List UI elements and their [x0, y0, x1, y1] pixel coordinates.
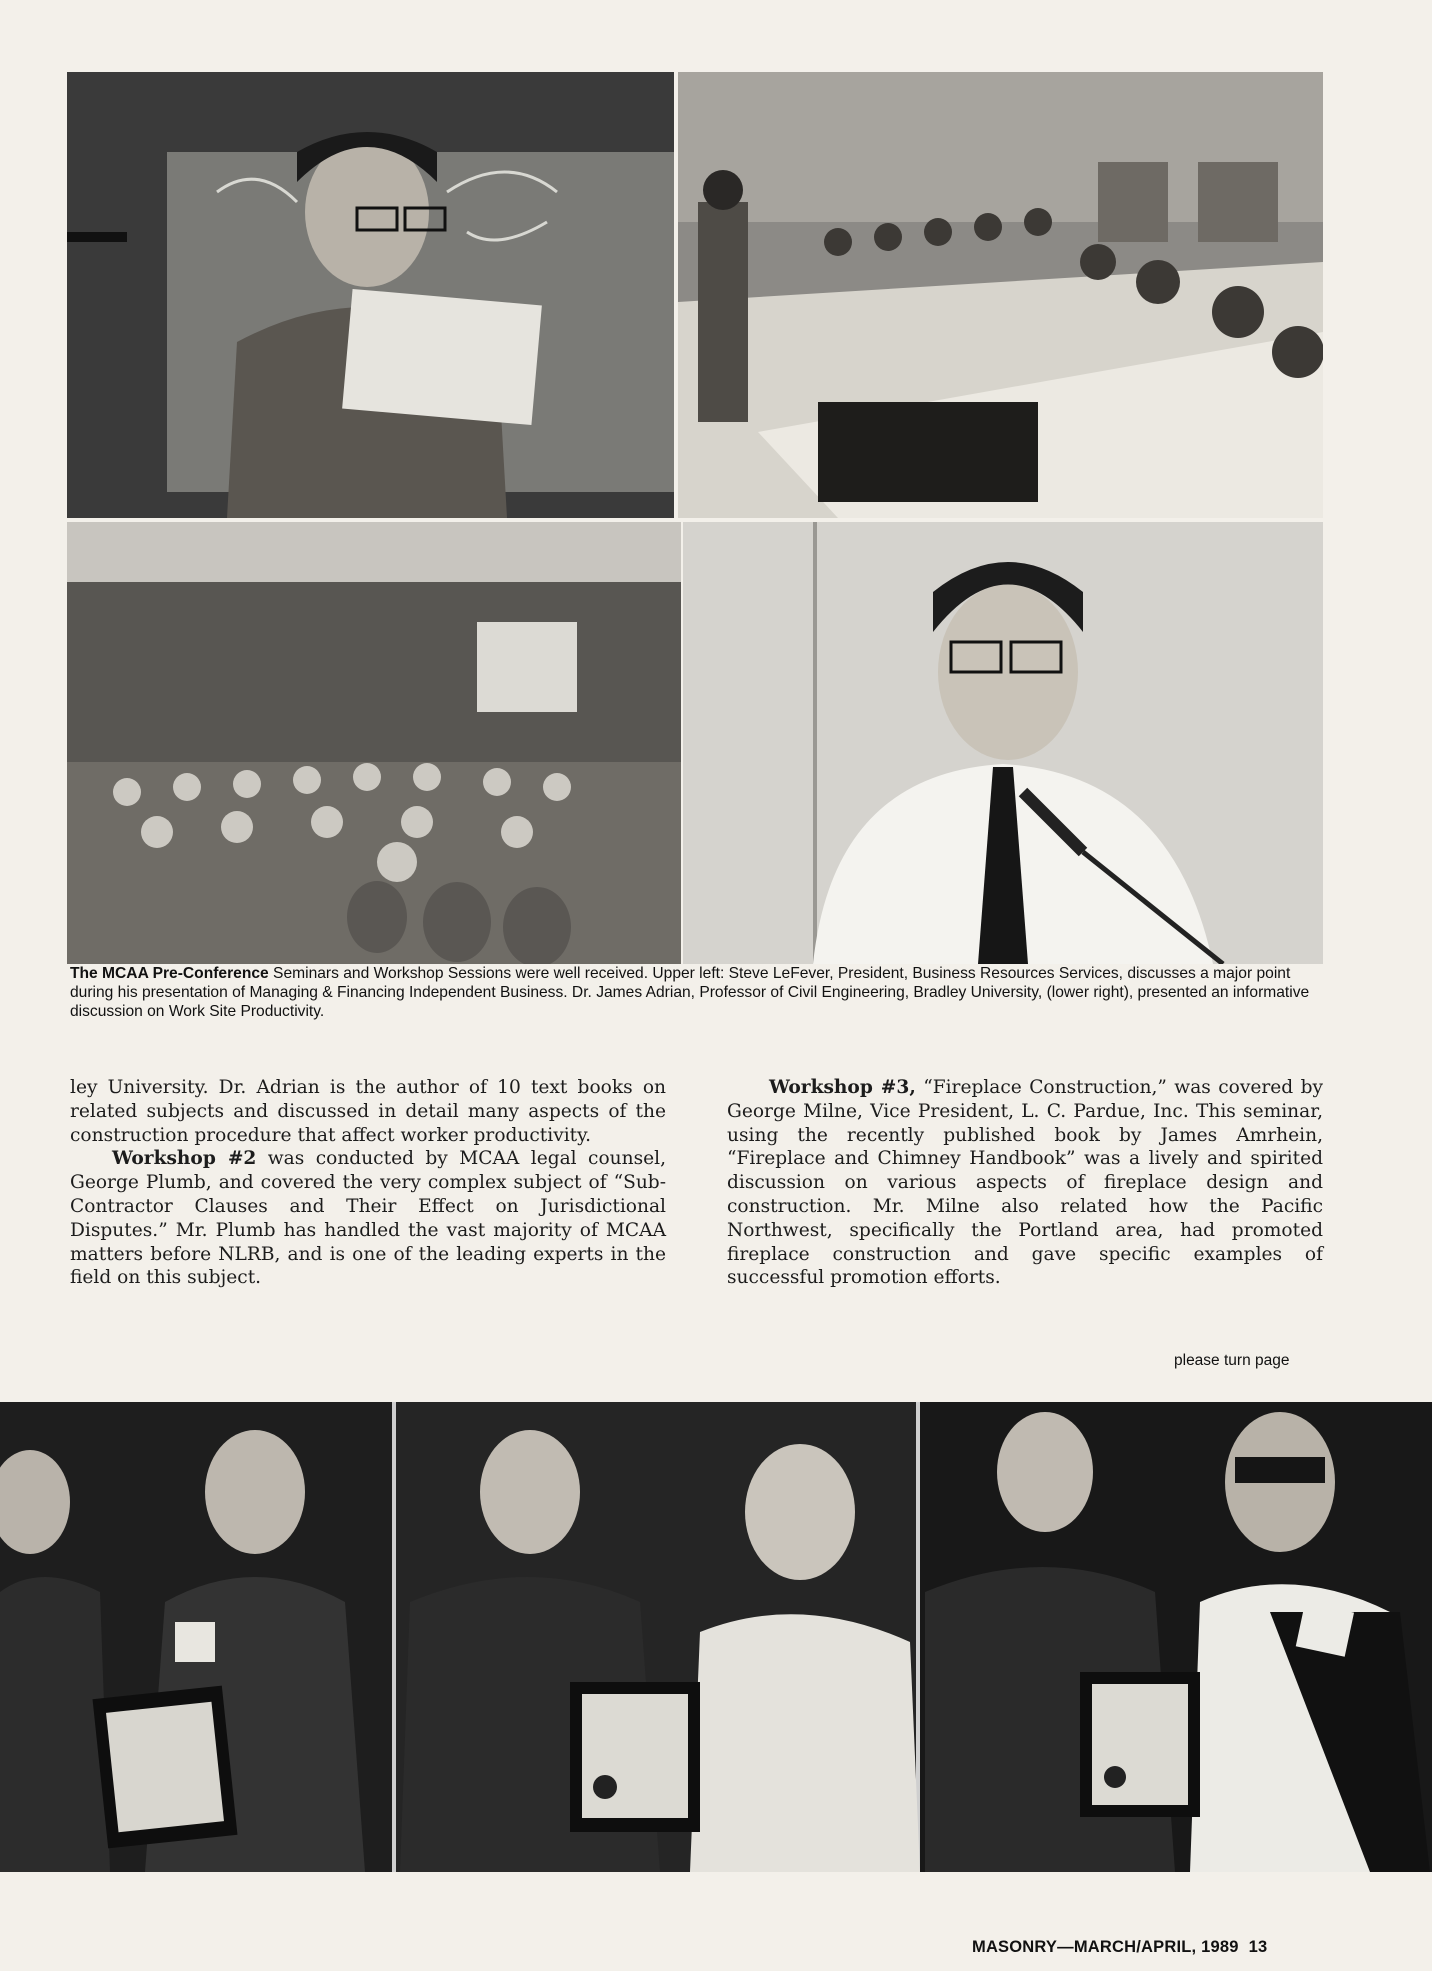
workshop-3-heading: Workshop #3, — [769, 1077, 916, 1098]
article-right-column — [727, 1076, 1323, 1290]
photo-speaker-microphone — [683, 522, 1323, 964]
page-number: 13 — [1248, 1938, 1268, 1956]
workshop-2-text: was conducted by MCAA legal counsel, George Plumb, and covered the very complex subject of “Sub-Contractor Clauses and Their Effect on Jurisdictional Disputes.” Mr. Plumb has handled the vast majority of MCAA matters before NLRB, and is one of the leading experts in the field on this subject. — [70, 1148, 667, 1289]
workshop-2-heading: Workshop #2 — [112, 1148, 257, 1170]
photo-caption — [70, 964, 1332, 1021]
photo-presenter-chalkboard — [67, 72, 674, 518]
left-paragraph-1: ley University. Dr. Adrian is the author of 10 text books on related subjects and discussed in detail many aspects of the construction procedure that affect worker productivity. — [70, 1077, 666, 1146]
caption-text: Seminars and Workshop Sessions were well received. Upper left: Steve LeFever, President, Business Resources Services, discusses a major point during his presentation of Managing & Financing Independent Business. Dr. James Adrian, Professor of Civil Engineering, Bradley University, (lower right), presented an informative discussion on Work Site Productivity. — [70, 965, 1310, 1020]
photo-award-presentations — [0, 1402, 1432, 1872]
workshop-3-text: “Fireplace Construction,” was covered by George Milne, Vice President, L. C. Pardue, Inc. This seminar, using the recently published book by James Amrhein, “Fireplace and Chimney Handbook” was a lively and spirited discussion on various aspects of fireplace design and construction. Mr. Milne also related how the Pacific Northwest, specifically the Portland area, had promoted fireplace construction and gave specific examples of successful promotion efforts. — [727, 1077, 1323, 1289]
article-left-column — [70, 1076, 666, 1290]
caption-lead: The MCAA Pre-Conference — [70, 965, 269, 982]
page-footer — [972, 1938, 1267, 1957]
photo-seminar-room — [678, 72, 1323, 518]
left-paragraph-2 — [70, 1147, 666, 1290]
publication-line: MASONRY—MARCH/APRIL, 1989 — [972, 1938, 1239, 1956]
photo-audience-screen — [67, 522, 681, 964]
right-paragraph-1 — [727, 1076, 1323, 1290]
continuation-note: please turn page — [1174, 1352, 1290, 1369]
